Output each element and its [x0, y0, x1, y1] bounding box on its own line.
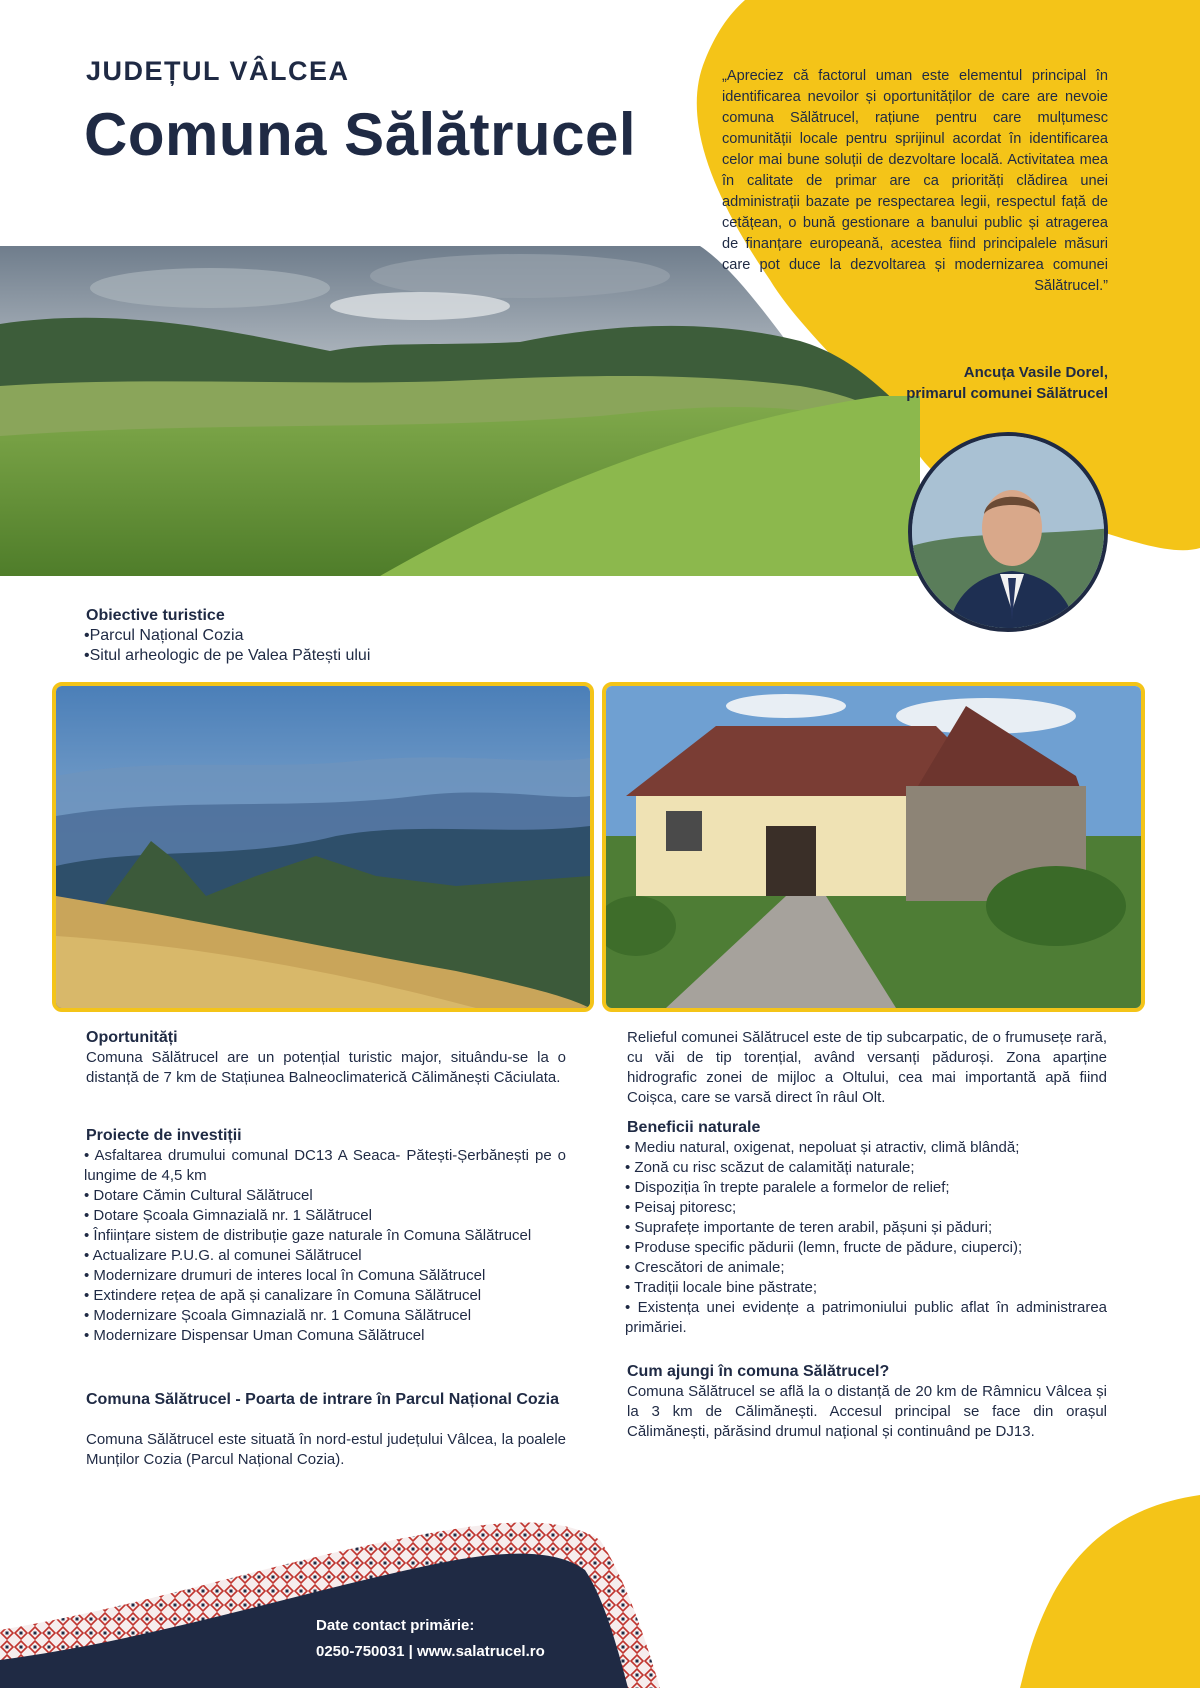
town-hall-photo: [602, 682, 1145, 1012]
list-item: • Modernizare drumuri de interes local în Comuna Sălătrucel: [84, 1266, 566, 1286]
investments-list: [84, 1146, 566, 1346]
list-item: • Crescători de animale;: [625, 1258, 1107, 1278]
list-item: • Dotare Școala Gimnazială nr. 1 Sălătrucel: [84, 1206, 566, 1226]
list-item: • Tradiții locale bine păstrate;: [625, 1278, 1107, 1298]
opportunities-title: Oportunități: [86, 1029, 178, 1046]
benefits-title: Beneficii naturale: [627, 1119, 761, 1136]
author-name: Ancuța Vasile Dorel,: [963, 364, 1108, 381]
investments-title: Proiecte de investiții: [86, 1127, 242, 1144]
contact-label: Date contact primărie:: [316, 1617, 475, 1634]
access-title: Cum ajungi în comuna Sălătrucel?: [627, 1363, 890, 1380]
list-item: • Suprafețe importante de teren arabil, pășuni și păduri;: [625, 1218, 1107, 1238]
contact-info: [316, 1613, 545, 1665]
mountain-photo: [52, 682, 594, 1012]
opportunities-text: Comuna Sălătrucel are un potențial turistic major, situându-se la o distanță de 7 km de Stațiunea Balneoclimaterică Călimănești Căciulata.: [86, 1049, 566, 1086]
footer-pattern-shape: [0, 1500, 1200, 1688]
portrait-image: [912, 436, 1108, 632]
access-text: Comuna Sălătrucel se află la o distanță de 20 km de Râmnicu Vâlcea și la 3 km de Călimănești. Accesul principal se face din orașul Călimănești, părăsind drumul național și continuând pe DJ13.: [627, 1383, 1107, 1440]
gateway-title: Comuna Sălătrucel - Poarta de intrare în Parcul Național Cozia: [86, 1391, 560, 1408]
relief-text: Relieful comunei Sălătrucel este de tip subcarpatic, de o frumusețe rară, cu văi de tip torențial, având versanți păduroși. Zona aparține hidrografic zonei de mijloc a Oltului, cea mai importantă apă fiind Coișca, care se varsă direct în râul Olt.: [627, 1029, 1107, 1106]
list-item: • Zonă cu risc scăzut de calamități naturale;: [625, 1158, 1107, 1178]
list-item: • Modernizare Școala Gimnazială nr. 1 Comuna Sălătrucel: [84, 1306, 566, 1326]
gateway-text: Comuna Sălătrucel este situată în nord-estul județului Vâlcea, la poalele Munților Cozia (Parcul Național Cozia).: [86, 1431, 566, 1468]
list-item: • Dotare Cămin Cultural Sălătrucel: [84, 1186, 566, 1206]
list-item: • Existența unei evidențe a patrimoniului public aflat în administrarea primăriei.: [625, 1298, 1107, 1338]
list-item: • Actualizare P.U.G. al comunei Sălătrucel: [84, 1246, 566, 1266]
list-item: • Parcul Național Cozia: [84, 626, 370, 646]
list-item: • Asfaltarea drumului comunal DC13 A Seaca- Pătești-Șerbănești pe o lungime de 4,5 km: [84, 1146, 566, 1186]
author-role: primarul comunei Sălătrucel: [906, 385, 1108, 402]
list-item: • Înființare sistem de distribuție gaze naturale în Comuna Sălătrucel: [84, 1226, 566, 1246]
benefits-list: [625, 1138, 1107, 1338]
list-item: • Peisaj pitoresc;: [625, 1198, 1107, 1218]
list-item: • Mediu natural, oxigenat, nepoluat și atractiv, climă blândă;: [625, 1138, 1107, 1158]
objectives-title: Obiective turistice: [86, 607, 225, 624]
quote-author: [906, 362, 1108, 404]
contact-details: 0250-750031 | www.salatrucel.ro: [316, 1643, 545, 1660]
mayor-portrait: [908, 432, 1108, 632]
list-item: • Produse specific pădurii (lemn, fructe de pădure, ciuperci);: [625, 1238, 1107, 1258]
mayor-quote: „Apreciez că factorul uman este elementul principal în identificarea nevoilor și oportunităților de care are nevoie comuna Sălătrucel, rațiune pentru care mulțumesc comunității locale pentru sprijinul acordat în identificarea celor mai bune soluții de dezvoltare locală. Activitatea mea în calitate de primar are ca priorități clădirea unei administrații bazate pe respectarea legii, respectul față de cetățean, o bună gestionare a banului public și atragerea de finanțare europeană, acestea fiind principalele măsuri care pot duce la dezvoltarea și modernizarea comunei Sălătrucel.”: [722, 68, 1108, 294]
list-item: • Situl arheologic de pe Valea Pătești ului: [84, 646, 370, 666]
list-item: • Modernizare Dispensar Uman Comuna Sălătrucel: [84, 1326, 566, 1346]
county-title: JUDEȚUL VÂLCEA: [86, 56, 350, 86]
list-item: • Dispoziția în trepte paralele a formelor de relief;: [625, 1178, 1107, 1198]
objectives-list: [84, 626, 370, 666]
page-title: Comuna Sălătrucel: [84, 101, 636, 168]
list-item: • Extindere rețea de apă și canalizare în Comuna Sălătrucel: [84, 1286, 566, 1306]
